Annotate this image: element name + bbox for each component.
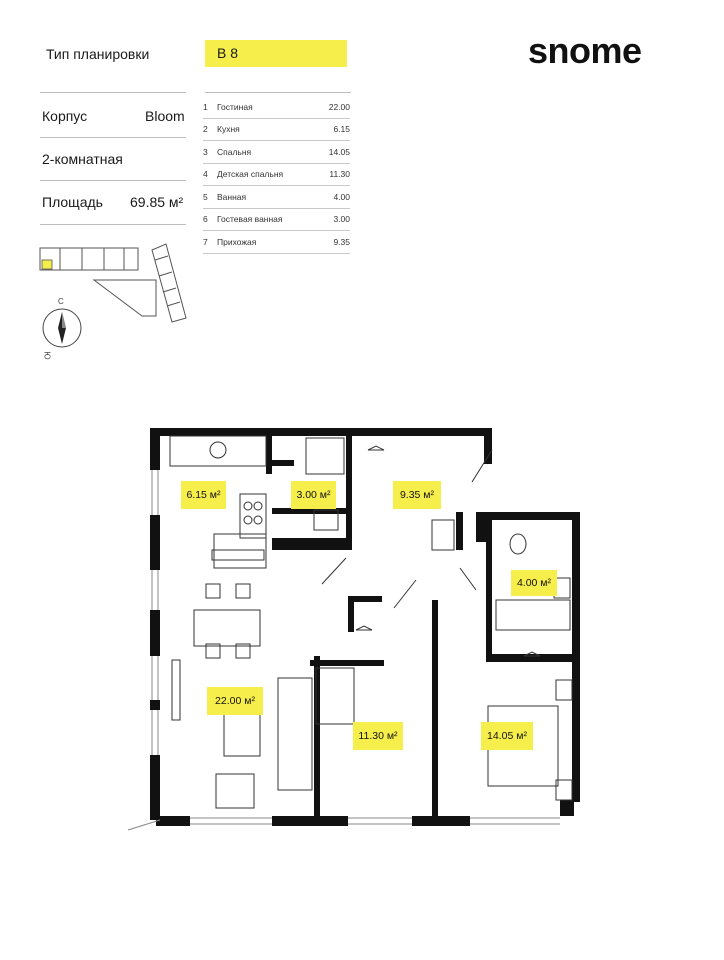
area-tag-bath: 4.00 м² [511, 570, 557, 596]
rooms-table [203, 96, 350, 254]
area-label: Площадь [42, 194, 103, 210]
rooms-table-number: 3 [203, 141, 217, 164]
rooms-table-row [203, 163, 350, 186]
rooms-table-row [203, 208, 350, 231]
rooms-table-number: 6 [203, 208, 217, 231]
area-tag-kids: 11.30 м² [353, 722, 403, 750]
area-tag-hall: 9.35 м² [393, 481, 441, 509]
layout-type-label: Тип планировки [46, 46, 150, 62]
rooms-table-number: 5 [203, 186, 217, 209]
rooms-table-area: 22.00 [318, 96, 350, 118]
rooms-table-area: 3.00 [318, 208, 350, 231]
rooms-table-row [203, 96, 350, 118]
rooms-table-row [203, 231, 350, 254]
rooms-table-name: Кухня [217, 118, 318, 141]
area-tag-kitchen: 6.15 м² [181, 481, 226, 509]
rooms-table-area: 4.00 [318, 186, 350, 209]
rooms-table-name: Гостиная [217, 96, 318, 118]
divider [205, 92, 351, 93]
rooms-table-row [203, 141, 350, 164]
rooms-table-name: Прихожая [217, 231, 318, 254]
rooms-table-name: Гостевая ванная [217, 208, 318, 231]
area-tag-bedroom: 14.05 м² [481, 722, 533, 750]
rooms-table-area: 6.15 [318, 118, 350, 141]
divider [40, 180, 186, 181]
rooms-table-area: 11.30 [318, 163, 350, 186]
building-label: Корпус [42, 108, 88, 124]
area-tag-guest-bath: 3.00 м² [291, 481, 336, 509]
rooms-table-area: 14.05 [318, 141, 350, 164]
building-value: Bloom [145, 108, 185, 124]
layout-type-value: B 8 [217, 45, 239, 61]
compass-north-label: С [58, 297, 64, 306]
divider [40, 92, 186, 93]
rooms-table-number: 4 [203, 163, 217, 186]
rooms-count-text: 2-комнатная [42, 151, 123, 167]
rooms-table-number: 1 [203, 96, 217, 118]
rooms-table-number: 2 [203, 118, 217, 141]
brand-logo: snome [528, 30, 642, 71]
rooms-table-row [203, 186, 350, 209]
rooms-table-area: 9.35 [318, 231, 350, 254]
area-value: 69.85 м² [130, 194, 184, 210]
divider [40, 137, 186, 138]
area-tag-living: 22.00 м² [207, 687, 263, 715]
rooms-table-name: Спальня [217, 141, 318, 164]
divider [40, 224, 186, 225]
layout-type-badge [205, 40, 347, 67]
rooms-table-name: Ванная [217, 186, 318, 209]
compass-south-label: Ю [42, 351, 52, 360]
rooms-table-row [203, 118, 350, 141]
rooms-table-number: 7 [203, 231, 217, 254]
rooms-table-name: Детская спальня [217, 163, 318, 186]
